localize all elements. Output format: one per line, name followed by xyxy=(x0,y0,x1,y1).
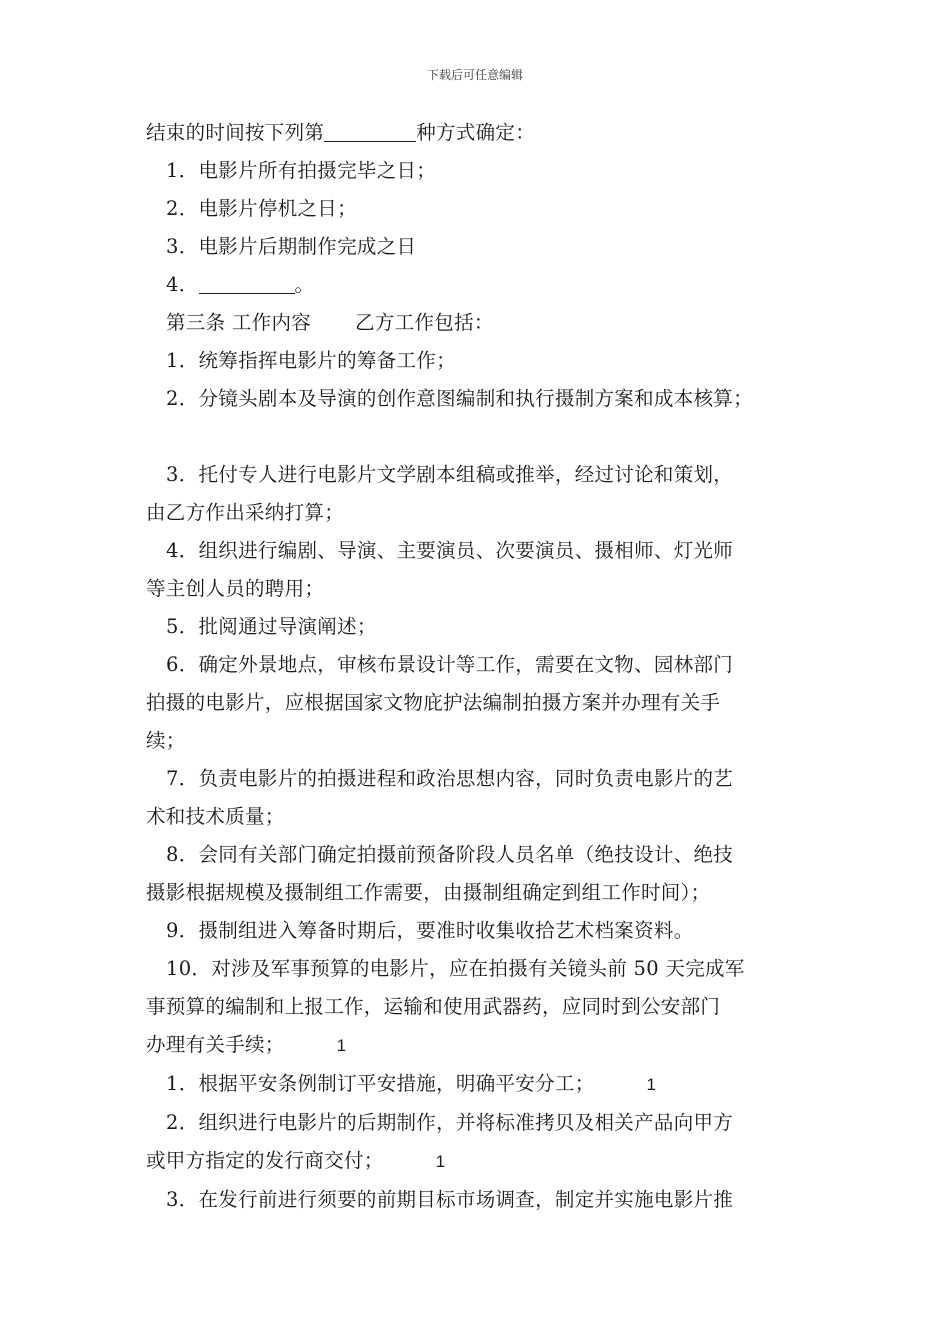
header-note: 下载后可任意编辑 xyxy=(426,68,523,82)
line-text: 1．根据平安条例制订平安措施，明确平安分工； xyxy=(166,1072,595,1095)
line-text: 4． xyxy=(166,273,199,296)
marker-number: 1 xyxy=(435,1152,446,1171)
list-item: 2．电影片停机之日； xyxy=(166,197,357,220)
paragraph-line xyxy=(146,1142,826,1181)
document-body xyxy=(146,114,826,1219)
list-item: 5．批阅通过导演阐述； xyxy=(166,615,377,638)
list-item xyxy=(146,1065,826,1104)
marker-number: 1 xyxy=(336,1036,347,1055)
list-item: 4．组织进行编剧、导演、主要演员、次要演员、摄相师、灯光师 xyxy=(166,539,734,562)
paragraph-line: 摄影根据规模及摄制组工作需要，由摄制组确定到组工作时间）； xyxy=(146,881,711,904)
paragraph-line: 拍摄的电影片，应根据国家文物庇护法编制拍摄方案并办理有关手 xyxy=(146,691,721,714)
paragraph-line xyxy=(146,114,826,152)
marker-number: 1 xyxy=(646,1075,657,1094)
list-item: 3．电影片后期制作完成之日 xyxy=(166,235,417,258)
article-intro: 乙方工作包括： xyxy=(355,311,494,334)
article-title: 第三条 工作内容 xyxy=(166,311,312,334)
list-item: 2．组织进行电影片的后期制作，并将标准拷贝及相关产品向甲方 xyxy=(166,1111,734,1134)
list-item: 9．摄制组进入筹备时期后，要准时收集收拾艺术档案资料。 xyxy=(166,919,694,942)
paragraph-line: 事预算的编制和上报工作，运输和使用武器药，应同时到公安部门 xyxy=(146,995,721,1018)
list-item: 2．分镜头剧本及导演的创作意图编制和执行摄制方案和成本核算； xyxy=(166,387,753,410)
list-item: 6．确定外景地点，审核布景设计等工作，需要在文物、园林部门 xyxy=(166,653,734,676)
list-item: 3．托付专人进行电影片文学剧本组稿或推举，经过讨论和策划， xyxy=(166,463,734,486)
fill-in-blank[interactable] xyxy=(324,119,416,142)
list-item: 8．会同有关部门确定拍摄前预备阶段人员名单（绝技设计、绝技 xyxy=(166,843,734,866)
paragraph-line: 等主创人员的聘用； xyxy=(146,577,325,600)
list-item xyxy=(146,266,826,304)
list-item: 1．统筹指挥电影片的筹备工作； xyxy=(166,349,456,372)
list-item: 3．在发行前进行须要的前期目标市场调查，制定并实施电影片推 xyxy=(166,1188,734,1211)
line-text: 种方式确定： xyxy=(416,121,536,144)
paragraph-line: 术和技术质量； xyxy=(146,805,285,828)
line-text: 办理有关手续； xyxy=(146,1033,285,1056)
section-heading xyxy=(146,304,826,342)
paragraph-line: 续； xyxy=(146,729,186,752)
paragraph-line xyxy=(146,1026,826,1065)
fill-in-blank[interactable] xyxy=(199,271,295,294)
list-item: 10．对涉及军事预算的电影片，应在拍摄有关镜头前 50 天完成军 xyxy=(166,957,745,980)
line-text: 。 xyxy=(294,273,315,296)
list-item: 1．电影片所有拍摄完毕之日； xyxy=(166,159,437,182)
list-item: 7．负责电影片的拍摄进程和政治思想内容，同时负责电影片的艺 xyxy=(166,767,734,790)
paragraph-line: 由乙方作出采纳打算； xyxy=(146,501,345,524)
line-text: 结束的时间按下列第 xyxy=(146,121,325,144)
line-text: 或甲方指定的发行商交付； xyxy=(146,1149,384,1172)
